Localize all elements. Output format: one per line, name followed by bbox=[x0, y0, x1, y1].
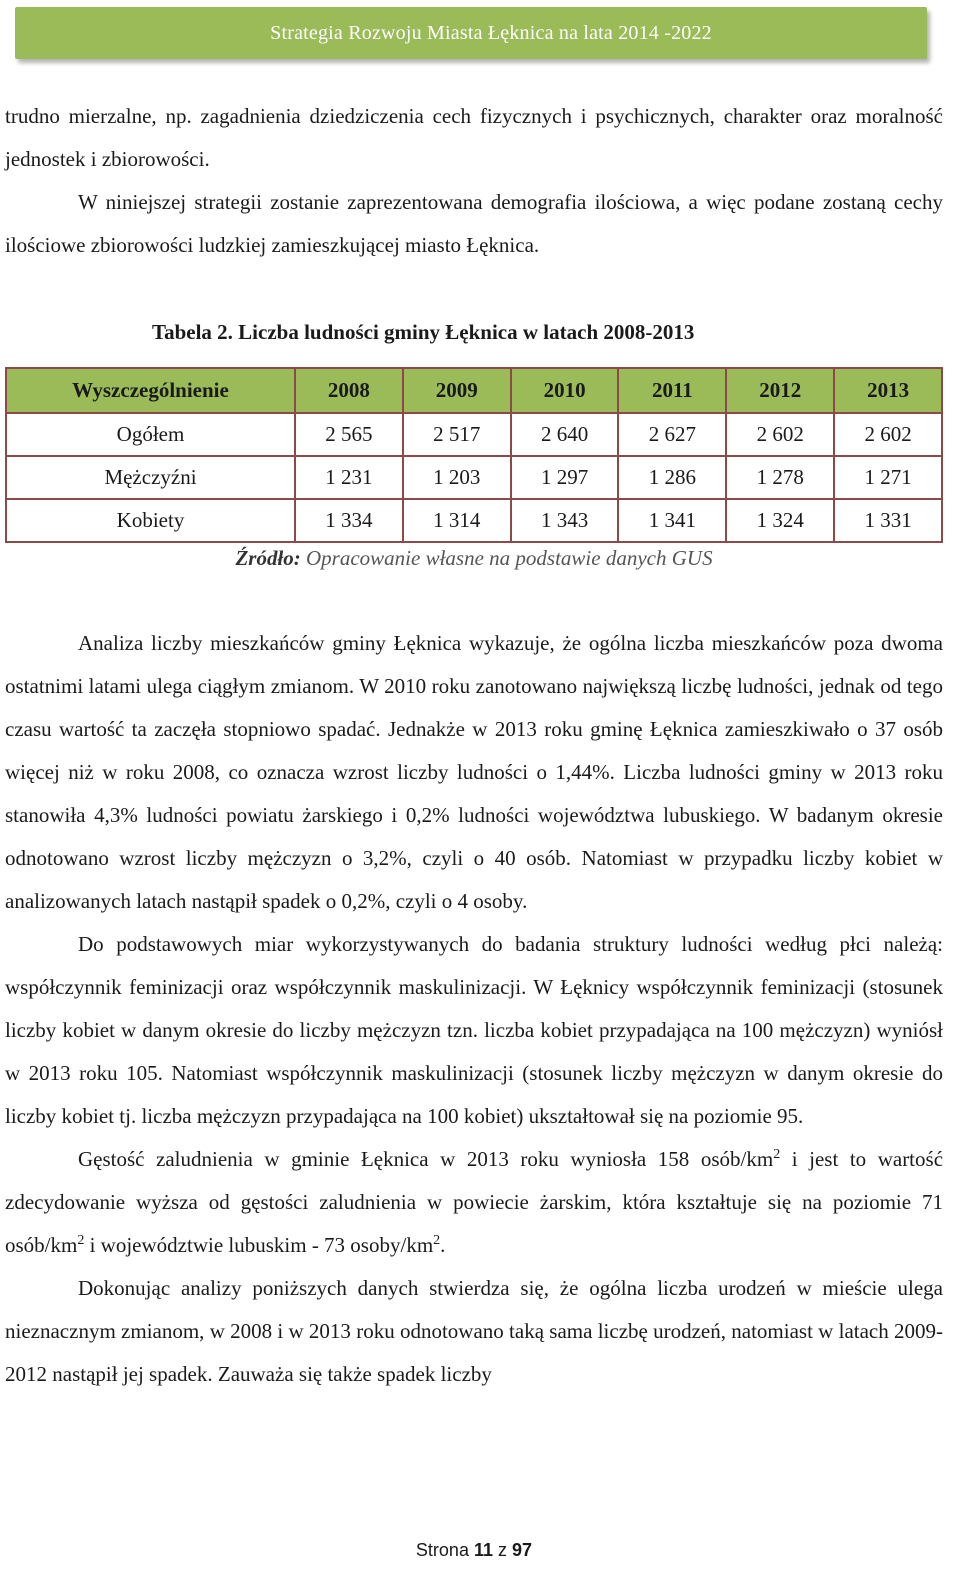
header-title: Strategia Rozwoju Miasta Łęknica na lata 2014 -2022 bbox=[270, 21, 712, 44]
density-text-a: Gęstość zaludnienia w gminie Łęknica w 2013 roku wyniosła 158 osób/km bbox=[78, 1147, 774, 1171]
table-cell: 2 602 bbox=[726, 413, 834, 456]
density-text-c: i województwie lubuskim - 73 osoby/km bbox=[84, 1233, 434, 1257]
table-cell: 1 341 bbox=[618, 499, 726, 542]
body-paragraph-4: Do podstawowych miar wykorzystywanych do badania struktury ludności według płci należą: współczynnik feminizacji oraz współczynnik maskulinizacji. W Łęknicy współczynnik feminizacji (stosunek liczby kobiet w danym okresie do liczby mężczyzn tzn. liczba kobiet przypadająca na 100 mężczyzn) wyniósł w 2013 roku 105. Natomiast współczynnik maskulinizacji (stosunek liczby mężczyzn w danym okresie do liczby kobiet tj. liczba mężczyzn przypadająca na 100 kobiet) ukształtował się na poziomie 95. bbox=[5, 932, 943, 1128]
superscript: 2 bbox=[433, 1233, 441, 1248]
superscript: 2 bbox=[77, 1233, 85, 1248]
superscript: 2 bbox=[773, 1147, 781, 1162]
table-header-cell: 2009 bbox=[403, 368, 511, 413]
intro-paragraph-1: trudno mierzalne, np. zagadnienia dziedziczenia cech fizycznych i psychicznych, charakter oraz moralność jednostek i zbiorowości. bbox=[5, 104, 943, 171]
page-footer bbox=[0, 1540, 948, 1561]
table-header-cell: Wyszczególnienie bbox=[6, 368, 295, 413]
table-cell: 1 286 bbox=[618, 456, 726, 499]
body-section bbox=[5, 622, 943, 1396]
table-cell: 2 602 bbox=[834, 413, 942, 456]
table-cell: 1 271 bbox=[834, 456, 942, 499]
density-text-d: . bbox=[440, 1233, 446, 1257]
table-cell: Mężczyźni bbox=[6, 456, 295, 499]
footer-page-word: Strona bbox=[415, 1540, 469, 1560]
table-cell: 2 565 bbox=[295, 413, 403, 456]
table-header-cell: 2008 bbox=[295, 368, 403, 413]
table-source bbox=[0, 538, 948, 578]
table-cell: 1 324 bbox=[726, 499, 834, 542]
table-header-cell: 2012 bbox=[726, 368, 834, 413]
table-row bbox=[6, 456, 942, 499]
footer-of-word: z bbox=[498, 1540, 508, 1560]
body-paragraph-6: Dokonując analizy poniższych danych stwierdza się, że ogólna liczba urodzeń w mieście ulega nieznacznym zmianom, w 2008 i w 2013 roku odnotowano taką sama liczbę urodzeń, natomiast w latach 2009-2012 nastąpił jej spadek. Zauważa się także spadek liczby bbox=[5, 1276, 943, 1386]
table-header-cell: 2011 bbox=[618, 368, 726, 413]
table-title: Tabela 2. Liczba ludności gminy Łęknica w latach 2008-2013 bbox=[152, 320, 695, 344]
table-cell: 1 278 bbox=[726, 456, 834, 499]
source-text: Opracowanie własne na podstawie danych GUS bbox=[300, 546, 713, 570]
table-row bbox=[6, 499, 942, 542]
table-cell: Kobiety bbox=[6, 499, 295, 542]
table-cell: 1 343 bbox=[511, 499, 619, 542]
table-cell: 2 640 bbox=[511, 413, 619, 456]
density-text-b: i jest to wartość zdecydowanie wyższa od gęstości zaludnienia w powiecie żarskim, która kształtuje się na poziomie 71 osób/km bbox=[5, 1147, 944, 1257]
table-row bbox=[6, 413, 942, 456]
table-header-row bbox=[6, 368, 942, 413]
table-cell: 2 517 bbox=[403, 413, 511, 456]
table-header-cell: 2010 bbox=[511, 368, 619, 413]
footer-page-total: 97 bbox=[512, 1540, 533, 1560]
source-label: Źródło: bbox=[235, 546, 301, 570]
table-cell: 1 297 bbox=[511, 456, 619, 499]
body-paragraph-5 bbox=[5, 1138, 943, 1267]
table-cell: 1 334 bbox=[295, 499, 403, 542]
table-cell: 1 331 bbox=[834, 499, 942, 542]
body-paragraph-3: Analiza liczby mieszkańców gminy Łęknica wykazuje, że ogólna liczba mieszkańców poza dwoma ostatnimi latami ulega ciągłym zmianom. W 2010 roku zanotowano największą liczbę ludności, jednak od tego czasu wartość ta zaczęła stopniowo spadać. Jednakże w 2013 roku gminę Łęknica zamieszkiwało o 37 osób więcej niż w roku 2008, co oznacza wzrost liczby ludności o 1,44%. Liczba ludności gminy w 2013 roku stanowiła 4,3% ludności powiatu żarskiego i 0,2% ludności województwa lubuskiego. W badanym okresie odnotowano wzrost liczby mężczyzn o 3,2%, czyli o 40 osób. Natomiast w przypadku liczby kobiet w analizowanych latach nastąpił spadek o 0,2%, czyli o 4 osoby. bbox=[5, 631, 943, 913]
population-table bbox=[5, 367, 943, 543]
table-cell: 2 627 bbox=[618, 413, 726, 456]
table-cell: 1 231 bbox=[295, 456, 403, 499]
intro-section bbox=[5, 95, 943, 267]
table-cell: Ogółem bbox=[6, 413, 295, 456]
footer-page-number: 11 bbox=[473, 1540, 494, 1560]
table-cell: 1 314 bbox=[403, 499, 511, 542]
table-cell: 1 203 bbox=[403, 456, 511, 499]
table-header-cell: 2013 bbox=[834, 368, 942, 413]
intro-paragraph-2: W niniejszej strategii zostanie zaprezentowana demografia ilościowa, a więc podane zostaną cechy ilościowe zbiorowości ludzkiej zamieszkującej miasto Łęknica. bbox=[5, 190, 943, 257]
